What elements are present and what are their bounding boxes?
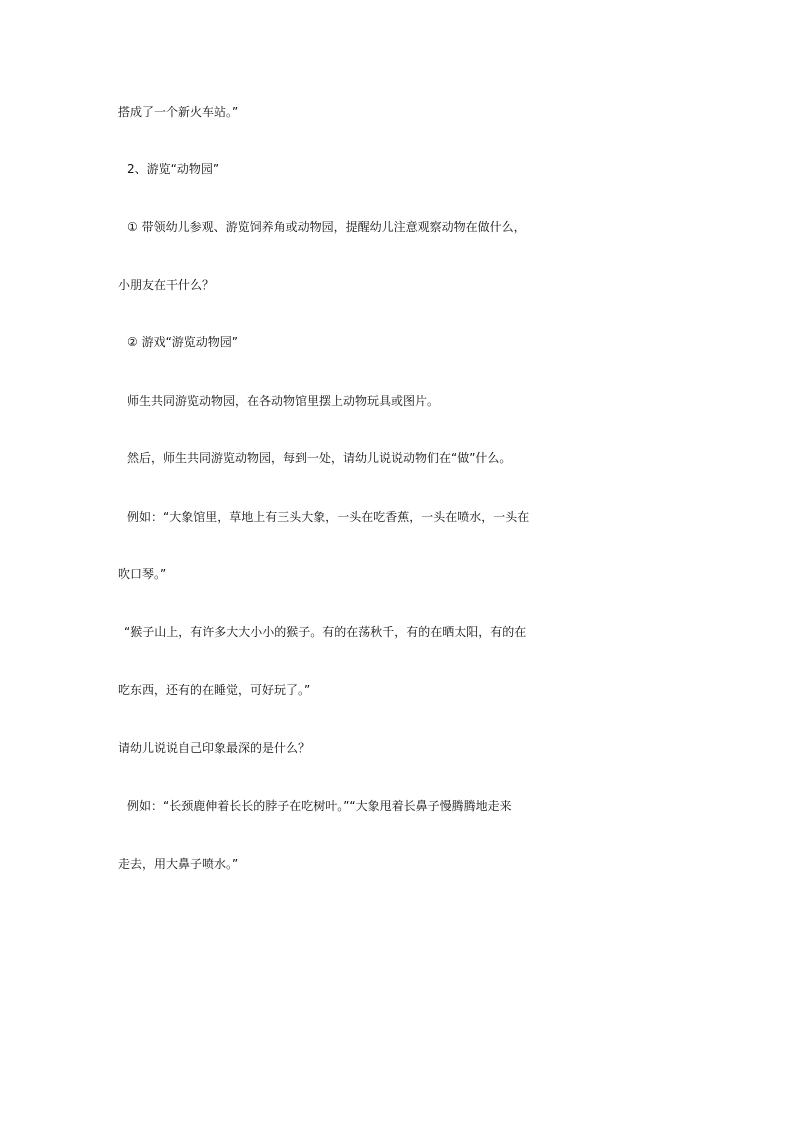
text-line-11: 吃东西，还有的在睡觉，可好玩了。” bbox=[118, 683, 311, 697]
text-line-12: 请幼儿说说自己印象最深的是什么？ bbox=[118, 741, 311, 755]
section-heading: 2、游览“动物园” bbox=[127, 162, 220, 176]
text-line-6: 师生共同游览动物园，在各动物馆里摆上动物玩具或图片。 bbox=[127, 394, 440, 408]
text-line-5: ② 游戏“游览动物园” bbox=[127, 335, 239, 349]
text-line-4: 小朋友在干什么？ bbox=[118, 278, 215, 292]
text-line-14: 走去，用大鼻子喷水。” bbox=[118, 857, 239, 871]
text-line-10: “猴子山上，有许多大大小小的猴子。有的在荡秋千，有的在晒太阳，有的在 bbox=[124, 625, 527, 639]
text-line-1: 搭成了一个新火车站。” bbox=[118, 105, 239, 119]
text-line-3: ① 带领幼儿参观、游览饲养角或动物园，提醒幼儿注意观察动物在做什么， bbox=[127, 220, 526, 234]
text-line-13: 例如：“长颈鹿伸着长长的脖子在吃树叶。”“大象甩着长鼻子慢腾腾地走来 bbox=[127, 799, 512, 813]
text-line-7: 然后，师生共同游览动物园，每到一处，请幼儿说说动物们在“做”什么。 bbox=[127, 451, 512, 465]
text-line-8: 例如：“大象馆里，草地上有三头大象，一头在吃香蕉，一头在喷水，一头在 bbox=[127, 510, 530, 524]
text-line-9: 吹口琴。” bbox=[118, 567, 167, 581]
